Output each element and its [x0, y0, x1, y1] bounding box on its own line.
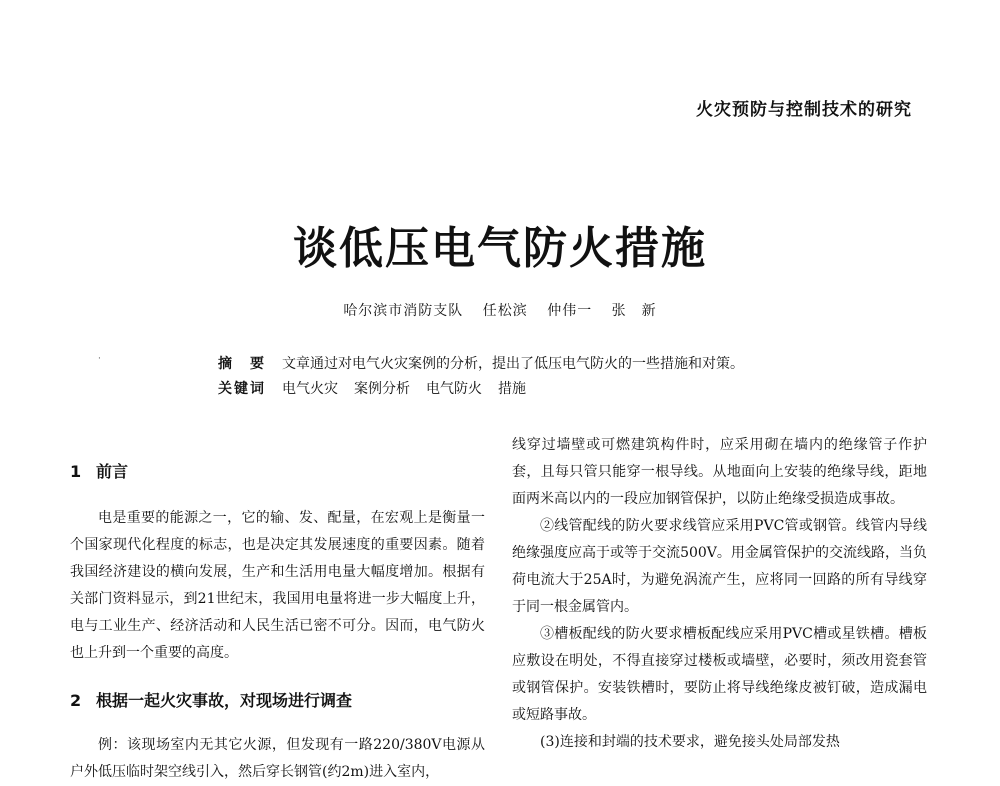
- scan-speck: ·: [98, 354, 101, 364]
- abstract-label: 摘 要: [218, 356, 266, 372]
- section-number: 2: [70, 691, 82, 710]
- section-number: 1: [70, 462, 82, 481]
- paragraph: ②线管配线的防火要求线管应采用PVC管或钢管。线管内导线绝缘强度应高于或等于交流500V。用金属管保护的交流线路，当负荷电流大于25A时，为避免涡流产生，应将同一回路的所有导线穿于同一根金属管内。: [512, 518, 927, 615]
- keyword: 电气火灾: [282, 381, 338, 397]
- paragraph: 线穿过墙壁或可燃建筑构件时，应采用砌在墙内的绝缘管子作护套，且每只管只能穿一根导线。从地面向上安装的绝缘导线，距地面两米高以内的一段应加钢管保护，以防止绝缘受损造成事故。: [512, 437, 927, 507]
- keywords-row: [218, 377, 858, 402]
- section-1-heading: [70, 458, 485, 485]
- author-line: [0, 300, 1000, 320]
- section-title: 根据一起火灾事故，对现场进行调查: [96, 691, 353, 710]
- author-1: 任松滨: [482, 303, 528, 319]
- paragraph: (3)连接和封端的技术要求，避免接头处局部发热: [540, 734, 840, 750]
- keyword: 措施: [498, 381, 526, 397]
- keyword: 电气防火: [426, 381, 482, 397]
- abstract-text: 文章通过对电气火灾案例的分析，提出了低压电气防火的一些措施和对策。: [282, 356, 744, 372]
- author-3: 张 新: [611, 303, 657, 319]
- section-2-paragraph: 例：该现场室内无其它火源，但发现有一路220/380V电源从户外低压临时架空线引入，然后穿长钢管(约2m)进入室内，: [70, 737, 485, 780]
- journal-section-header: 火灾预防与控制技术的研究: [696, 100, 912, 120]
- article-title: 谈低压电气防火措施: [293, 223, 707, 274]
- section-2-heading: [70, 687, 485, 714]
- affiliation: 哈尔滨市消防支队: [343, 303, 464, 319]
- paragraph: ③槽板配线的防火要求槽板配线应采用PVC槽或星铁槽。槽板应敷设在明处，不得直接穿过楼板或墙壁，必要时，须改用瓷套管或钢管保护。安装铁槽时，要防止将导线绝缘皮被钉破，造成漏电或短路事故。: [512, 626, 927, 723]
- section-title: 前言: [96, 462, 129, 481]
- abstract-row: [218, 352, 858, 377]
- abstract-block: [218, 352, 858, 402]
- keyword: 案例分析: [354, 381, 410, 397]
- keywords-label: 关键词: [218, 381, 266, 397]
- author-2: 仲伟一: [547, 303, 593, 319]
- left-column: [70, 428, 485, 786]
- section-1-paragraph: 电是重要的能源之一，它的输、发、配量，在宏观上是衡量一个国家现代化程度的标志，也是决定其发展速度的重要因素。随着我国经济建设的横向发展，生产和生活用电量大幅度增加。根据有关部门资料显示，到21世纪末，我国用电量将进一步大幅度上升，电与工业生产、经济活动和人民生活已密不可分。因而，电气防火也上升到一个重要的高度。: [70, 510, 485, 661]
- right-column: [512, 432, 927, 756]
